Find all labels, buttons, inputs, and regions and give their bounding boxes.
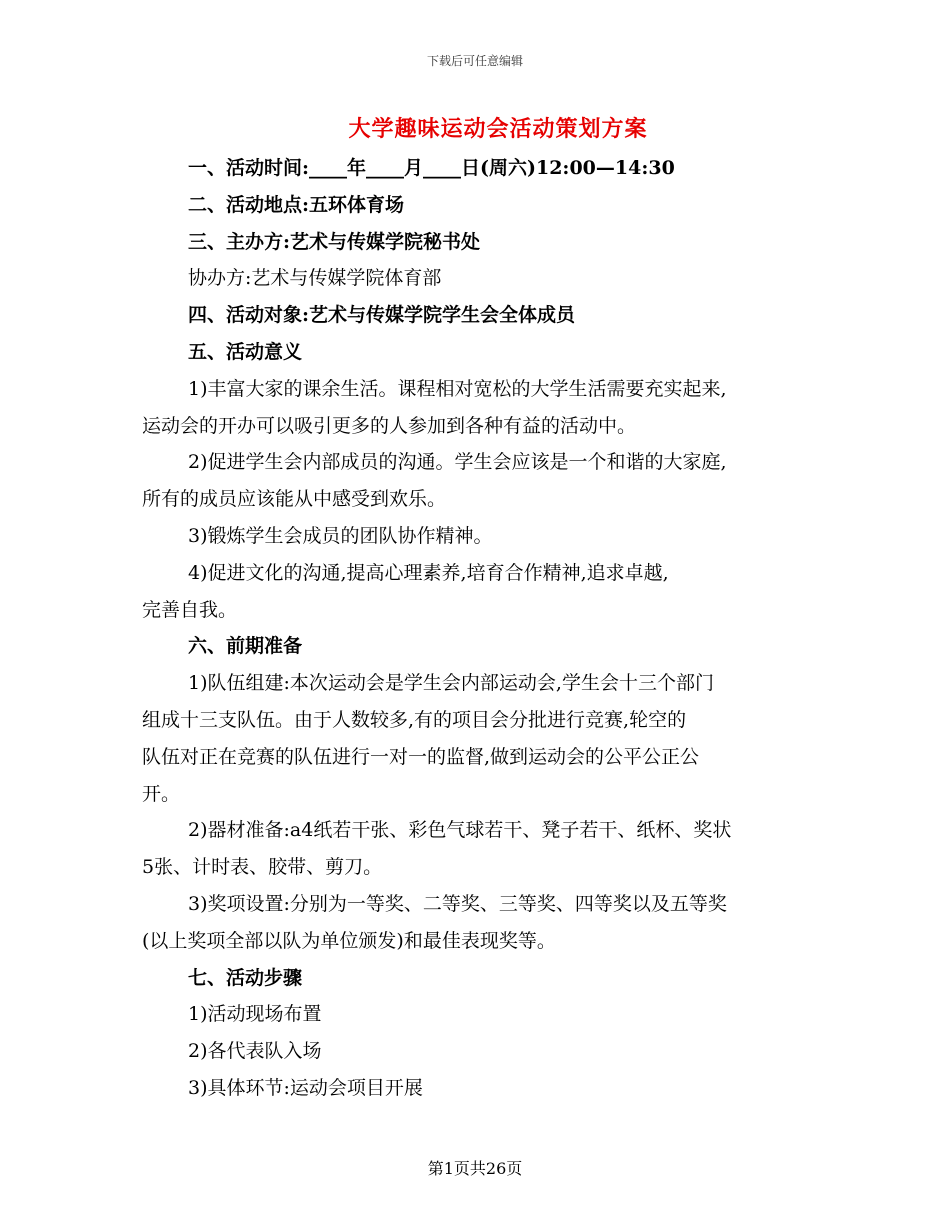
section-heading: 一、活动时间:____年____月____日(周六)12:00—14:30: [188, 157, 675, 179]
paragraph-line: 协办方:艺术与传媒学院体育部: [188, 267, 442, 290]
paragraph-line: 3)锻炼学生会成员的团队协作精神。: [188, 524, 493, 547]
paragraph-line: 5张、计时表、胶带、剪刀。: [142, 856, 383, 879]
document-body: [142, 150, 814, 1107]
section-heading: 七、活动步骤: [188, 966, 303, 989]
paragraph-line: 3)奖项设置:分别为一等奖、二等奖、三等奖、四等奖以及五等奖: [188, 892, 727, 915]
paragraph-line: (以上奖项全部以队为单位颁发)和最佳表现奖等。: [142, 929, 556, 952]
paragraph-line: 开。: [142, 782, 181, 805]
paragraph-line: 2)器材准备:a4纸若干张、彩色气球若干、凳子若干、纸杯、奖状: [188, 819, 732, 842]
section-heading: 六、前期准备: [188, 635, 303, 658]
page-header: 下载后可任意编辑: [426, 54, 523, 68]
page-footer: 第1页共26页: [427, 1159, 523, 1178]
section-heading: 三、主办方:艺术与传媒学院秘书处: [188, 230, 481, 253]
paragraph-line: 2)促进学生会内部成员的沟通。学生会应该是一个和谐的大家庭,: [188, 451, 727, 474]
section-heading: 二、活动地点:五环体育场: [188, 193, 405, 216]
paragraph-line: 完善自我。: [142, 598, 238, 621]
paragraph-line: 1)活动现场布置: [188, 1003, 322, 1026]
paragraph-line: 4)促进文化的沟通,提高心理素养,培育合作精神,追求卓越,: [188, 561, 669, 584]
section-heading: 四、活动对象:艺术与传媒学院学生会全体成员: [188, 304, 576, 327]
paragraph-line: 1)丰富大家的课余生活。课程相对宽松的大学生活需要充实起来,: [188, 377, 727, 400]
document-title: 大学趣味运动会活动策划方案: [348, 116, 648, 142]
paragraph-line: 运动会的开办可以吸引更多的人参加到各种有益的活动中。: [142, 414, 637, 437]
section-heading: 五、活动意义: [188, 340, 303, 363]
paragraph-line: 2)各代表队入场: [188, 1040, 322, 1063]
paragraph-line: 所有的成员应该能从中感受到欢乐。: [142, 488, 447, 511]
paragraph-line: 3)具体环节:运动会项目开展: [188, 1076, 423, 1099]
paragraph-line: 1)队伍组建:本次运动会是学生会内部运动会,学生会十三个部门: [188, 672, 714, 695]
paragraph-line: 队伍对正在竞赛的队伍进行一对一的监督,做到运动会的公平公正公: [142, 745, 700, 768]
paragraph-line: 组成十三支队伍。由于人数较多,有的项目会分批进行竞赛,轮空的: [142, 708, 687, 731]
